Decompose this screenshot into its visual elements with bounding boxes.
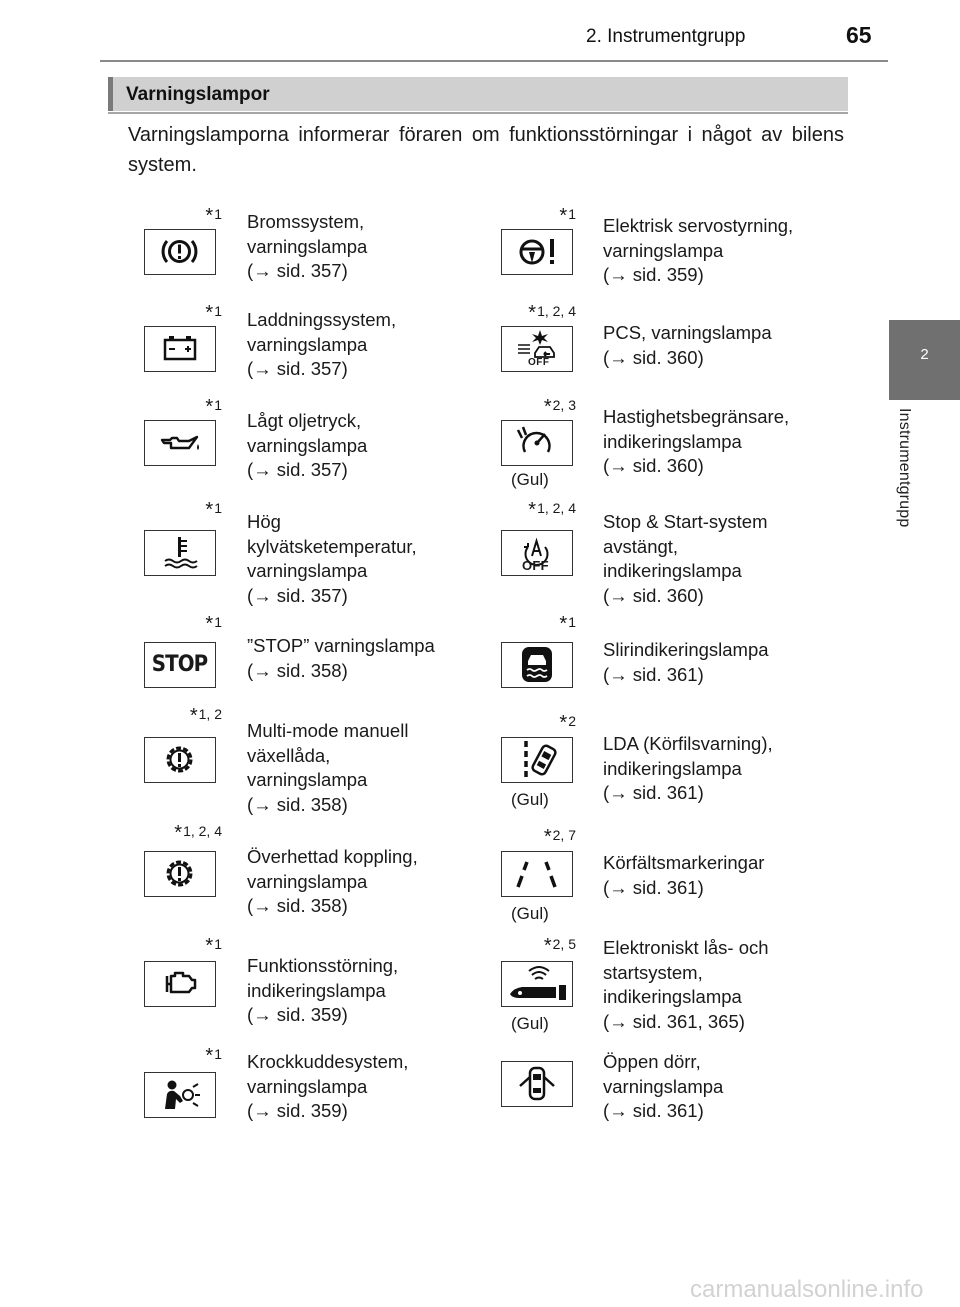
item-label: Elektroniskt lås- och startsystem, indikeringslampa (→ sid. 361, 365) <box>603 937 769 1032</box>
item-label: Lågt oljetryck, varningslampa (→ sid. 357) <box>247 410 368 480</box>
watermark: carmanualsonline.info <box>690 1276 924 1303</box>
footnote-marker: *1 <box>559 613 576 635</box>
oil-can-icon <box>144 420 216 466</box>
footnote-marker: *1 <box>205 935 222 957</box>
footnote-marker: *1 <box>205 205 222 227</box>
item-label: Multi-mode manuell växellåda, varningslampa (→ sid. 358) <box>247 720 409 815</box>
item-label: Slirindikeringslampa (→ sid. 361) <box>603 639 769 685</box>
battery-icon <box>144 326 216 372</box>
section-title: Varningslampor <box>126 84 270 105</box>
stop-icon-text: STOP <box>151 652 208 677</box>
item-label: Elektrisk servostyrning, varningslampa (→ sid. 359) <box>603 215 794 285</box>
speed-limiter-icon <box>501 420 573 466</box>
item-label: Överhettad koppling, varningslampa (→ sid. 358) <box>247 846 418 916</box>
transmission-gear-warning-icon <box>144 737 216 783</box>
footnote-marker: *1 <box>559 205 576 227</box>
brake-warning-icon <box>144 229 216 275</box>
pcs-off-label: OFF <box>528 357 550 368</box>
footnote-marker: *1, 2, 4 <box>174 822 222 844</box>
overheated-clutch-icon <box>144 851 216 897</box>
coolant-temperature-icon <box>144 530 216 576</box>
footnote-marker: *1 <box>205 499 222 521</box>
open-door-icon <box>501 1061 573 1107</box>
item-label: Laddningssystem, varningslampa (→ sid. 357) <box>247 309 397 379</box>
footnote-marker: *1 <box>205 302 222 324</box>
footnote-marker: *2, 7 <box>543 826 576 848</box>
footnote-marker: *2, 5 <box>543 935 576 957</box>
footnote-marker: *1 <box>205 396 222 418</box>
footnote-marker: *2 <box>559 712 576 734</box>
item-label: Bromssystem, varningslampa (→ sid. 357) <box>247 211 368 281</box>
item-label: LDA (Körfilsvarning), indikeringslampa (→ sid. 361) <box>603 733 773 803</box>
pcs-off-icon <box>501 326 573 372</box>
item-label: Krockkuddesystem, varningslampa (→ sid. 359) <box>247 1051 409 1121</box>
item-label: Hög kylvätsketemperatur, varningslampa (→ sid. 357) <box>247 511 417 606</box>
page-number: 65 <box>846 22 872 48</box>
yellow-indicator-note: (Gul) <box>511 904 549 923</box>
section-rule <box>108 112 848 114</box>
lane-markings-icon <box>501 851 573 897</box>
footnote-marker: *1, 2, 4 <box>528 499 576 521</box>
item-label: Öppen dörr, varningslampa (→ sid. 361) <box>603 1051 724 1121</box>
item-label: PCS, varningslampa (→ sid. 360) <box>603 322 772 368</box>
stop-start-off-label: OFF <box>522 558 549 573</box>
intro-paragraph: Varningslamporna informerar föraren om funktionsstörningar i något av bilens system. <box>128 124 844 176</box>
stop-text-icon <box>144 642 216 688</box>
item-label: Körfältsmarkeringar (→ sid. 361) <box>603 852 765 898</box>
footnote-marker: *2, 3 <box>543 396 576 418</box>
chapter-tab-label-text: Instrumentgrupp <box>896 408 913 528</box>
item-label: ”STOP” varningslampa (→ sid. 358) <box>247 635 435 681</box>
header-rule <box>100 60 888 62</box>
airbag-icon <box>144 1072 216 1118</box>
lane-departure-alert-icon <box>501 737 573 783</box>
yellow-indicator-note: (Gul) <box>511 1014 549 1033</box>
slip-indicator-icon <box>501 642 573 688</box>
footnote-marker: *1, 2, 4 <box>528 302 576 324</box>
engine-check-icon <box>144 961 216 1007</box>
yellow-indicator-note: (Gul) <box>511 470 549 489</box>
chapter-tab-number: 2 <box>920 346 929 363</box>
smart-key-icon <box>501 961 573 1007</box>
footnote-marker: *1 <box>205 613 222 635</box>
item-label: Stop & Start-system avstängt, indikeringslampa (→ sid. 360) <box>603 511 768 606</box>
stop-start-off-icon <box>501 530 573 576</box>
power-steering-warning-icon <box>501 229 573 275</box>
item-label: Funktionsstörning, indikeringslampa (→ sid. 359) <box>247 955 399 1025</box>
footnote-marker: *1, 2 <box>189 705 222 727</box>
header-title: 2. Instrumentgrupp <box>586 26 746 47</box>
yellow-indicator-note: (Gul) <box>511 790 549 809</box>
chapter-tab-label <box>895 408 935 608</box>
footnote-marker: *1 <box>205 1045 222 1067</box>
item-label: Hastighetsbegränsare, indikeringslampa (→ sid. 360) <box>603 406 790 476</box>
